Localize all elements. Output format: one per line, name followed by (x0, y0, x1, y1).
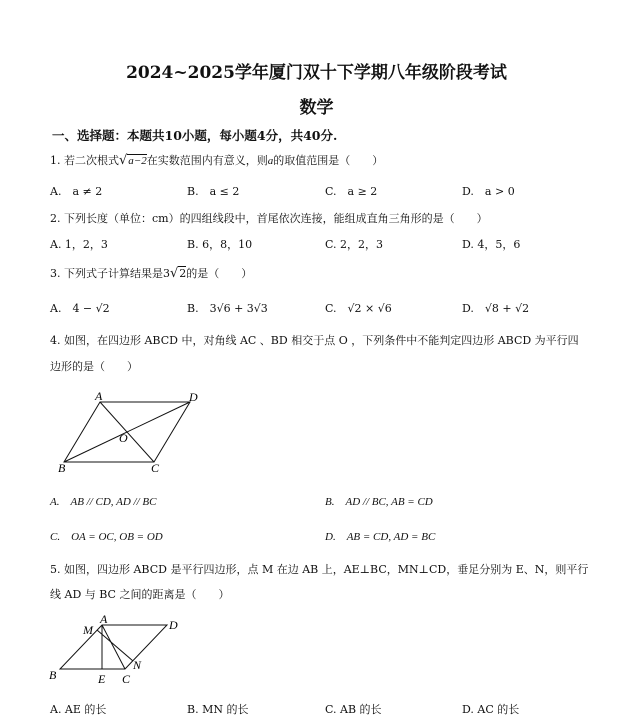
q3-option-a[interactable]: A. 4 − √2 (50, 302, 110, 315)
q5-segment-ac (102, 625, 125, 669)
q5-label-d: D (169, 618, 178, 632)
q5-parallelogram-figure (45, 612, 195, 690)
q1-stem-end: 的取值范围是（ ） (273, 154, 384, 167)
q4-option-d[interactable]: D. AB = CD, AD = BC (325, 531, 436, 543)
q3-option-b[interactable]: B. 3√6 + 3√3 (187, 302, 268, 315)
q4-option-c[interactable]: C. OA = OC, OB = OD (50, 531, 163, 543)
q2-option-c[interactable]: C. 2，2，3 (325, 238, 384, 251)
q5-option-b[interactable]: B. MN 的长 (187, 703, 249, 716)
q4-option-b[interactable]: B. AD // BC, AB = CD (325, 496, 433, 508)
q1-option-a[interactable]: A. a ≠ 2 (50, 185, 103, 198)
q1-option-d[interactable]: D. a > 0 (462, 185, 515, 198)
q5-label-m: M (83, 623, 93, 637)
page-title: 2024~2025学年厦门双十下学期八年级阶段考试 (126, 63, 507, 83)
subject-title: 数学 (299, 98, 334, 118)
question-3-stem (50, 265, 252, 281)
q1-option-c[interactable]: C. a ≥ 2 (325, 185, 378, 198)
question-5-stem-line1: 5. 如图，四边形 ABCD 是平行四边形，点 M 在边 AB 上，AE⊥BC，MN⊥CD，垂足分别为 E、N，则平行 (50, 563, 589, 576)
radical-sign: √ (170, 266, 179, 281)
question-5-stem-line2: 线 AD 与 BC 之间的距离是（ ） (50, 588, 230, 601)
q5-label-c: C (122, 672, 131, 686)
question-4-stem-line2: 边形的是（ ） (50, 360, 138, 373)
q5-option-a[interactable]: A. AE 的长 (50, 703, 107, 716)
q1-option-b[interactable]: B. a ≤ 2 (187, 185, 240, 198)
q1-radicand: a−2 (128, 155, 147, 167)
q5-label-a: A (100, 612, 108, 626)
q2-option-b[interactable]: B. 6，8，10 (187, 238, 253, 251)
q1-var: a (267, 155, 274, 167)
q4-label-b: B (58, 461, 66, 474)
q4-label-c: C (151, 461, 160, 474)
q5-label-n: N (133, 658, 142, 672)
q5-label-e: E (98, 672, 106, 686)
q4-option-a[interactable]: A. AB // CD, AD // BC (50, 496, 157, 508)
q3-option-c[interactable]: C. √2 × √6 (325, 302, 392, 315)
q3-coef: 3 (163, 267, 170, 280)
question-1-stem (50, 152, 383, 168)
q1-stem-pre: 1. 若二次根式 (50, 154, 119, 167)
q5-label-b: B (49, 668, 57, 682)
radical-sign: √ (119, 153, 128, 168)
q4-label-d: D (189, 390, 198, 404)
q5-option-c[interactable]: C. AB 的长 (325, 703, 382, 716)
q5-option-d[interactable]: D. AC 的长 (462, 703, 520, 716)
q4-label-o: O (119, 431, 128, 445)
q1-stem-post: 在实数范围内有意义，则 (146, 154, 268, 167)
q4-label-a: A (95, 389, 103, 403)
q2-option-a[interactable]: A. 1，2，3 (50, 238, 108, 251)
question-4-stem-line1: 4. 如图，在四边形 ABCD 中，对角线 AC 、BD 相交于点 O ，下列条件中不能判定四边形 ABCD 为平行四 (50, 334, 579, 347)
question-2-stem: 2. 下列长度（单位：cm）的四组线段中，首尾依次连接，能组成直角三角形的是（ ） (50, 212, 488, 225)
section-heading: 一、选择题：本题共10小题，每小题4分，共40分. (52, 128, 338, 143)
q4-parallelogram-figure (50, 388, 210, 474)
q3-radicand: 2 (179, 267, 187, 280)
q3-stem-post: 的是（ ） (186, 267, 253, 280)
q2-option-d[interactable]: D. 4，5，6 (462, 238, 521, 251)
q3-option-d[interactable]: D. √8 + √2 (462, 302, 530, 315)
q3-stem-pre: 3. 下列式子计算结果是 (50, 267, 163, 280)
